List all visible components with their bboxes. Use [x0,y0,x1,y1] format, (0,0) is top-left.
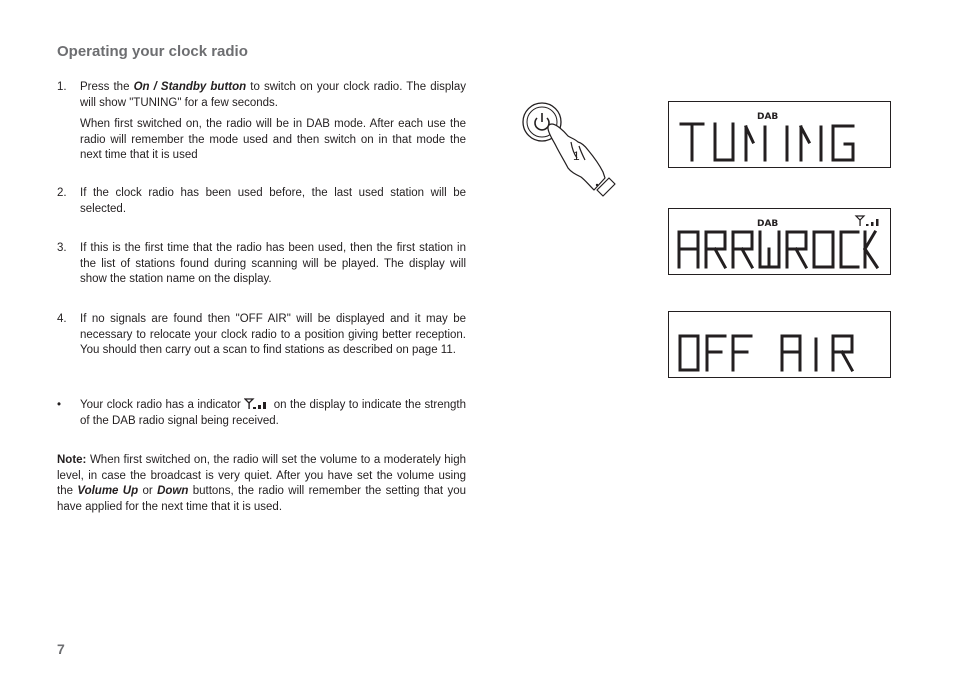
step-number: 1. [57,81,67,93]
step-text: If this is the first time that the radio has been used, then the first station in the list of stations found during scanning will be played. The display will show the station name on the display. [80,242,466,286]
step-2 [57,186,466,217]
note-label: Note: [57,454,87,466]
bullet-text: Your clock radio has a indicator on the display to indicate the strength of the DAB radio signal being received. [80,399,466,427]
lcd-display-station [668,208,891,275]
step-extra-text: When first switched on, the radio will be in DAB mode. After each use the radio will remember the mode used and then switch on in that mode the next time that it is used [80,118,466,162]
step-text: If the clock radio has been used before, the last used station will be selected. [80,187,466,215]
signal-bullet [57,398,466,429]
dab-mode-indicator [757,112,778,122]
lcd-text-tuning [681,124,853,160]
lcd-text-off-air [680,336,852,370]
volume-down-label: Down [157,485,189,498]
svg-text:DAB: DAB [757,112,779,122]
svg-text:DAB: DAB [757,219,779,229]
step-text: Press the On / Standby button to switch on your clock radio. The display will show "TUNING" for a few seconds. [80,81,466,109]
lcd-display-off-air [668,311,891,378]
step-3 [57,241,466,288]
section-heading: Operating your clock radio [57,43,248,60]
step-number: 4. [57,313,67,325]
lcd-display-tuning [668,101,891,168]
bullet-symbol: • [57,399,62,411]
step-number: 3. [57,242,67,254]
note-paragraph: Note: When first switched on, the radio will set the volume to a moderately high level, in case the broadcast is very quiet. After you have set the volume using the Volume Up or Down buttons, the radio will remember the setting that you have applied for the next time that it is used. [57,454,466,513]
lcd-text-station [679,232,877,267]
step-4 [57,312,466,359]
step-text: If no signals are found then "OFF AIR" will be displayed and it may be necessary to relocate your clock radio to a position giving better reception. You should then carry out a scan to find stations as described on page 11. [80,313,466,357]
volume-up-label: Volume Up [77,485,139,498]
page-number: 7 [57,641,65,657]
signal-strength-icon [856,216,879,226]
step-number: 2. [57,187,67,199]
step-1 [57,80,466,164]
hand-icon [548,124,615,196]
callout-number: 1 [573,149,580,163]
signal-strength-icon [244,398,270,409]
button-name: On / Standby button [133,81,247,93]
hand-pressing-button-illustration [515,98,620,198]
dab-mode-indicator [757,219,778,229]
